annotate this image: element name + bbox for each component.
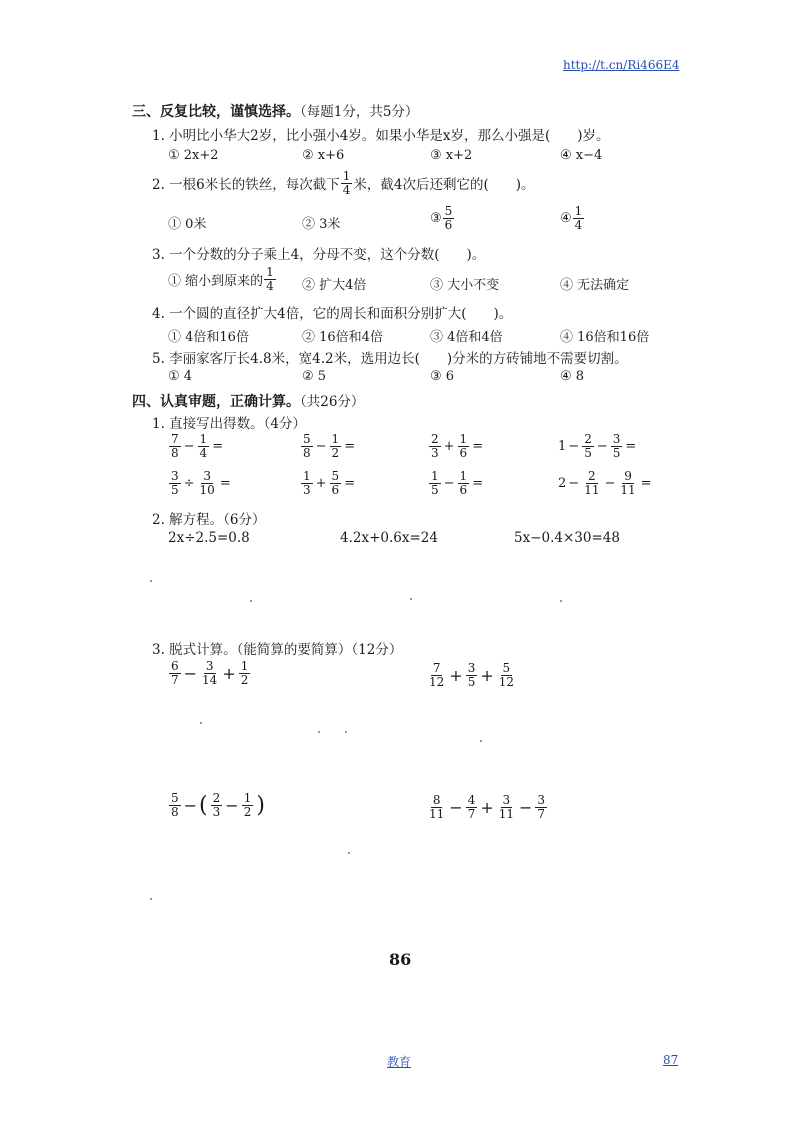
- calc-5-fraction-b: [198, 470, 217, 496]
- q1-option-3[interactable]: ③ x+2: [430, 148, 473, 163]
- q3-option-3[interactable]: ③ 大小不变: [430, 278, 500, 293]
- part1-title: 1. 直接写出得数。（4分）: [152, 416, 307, 432]
- mixed-calc-2-fraction-a: [427, 662, 446, 688]
- calc-8-fraction-b: [618, 470, 637, 496]
- den: 7: [171, 672, 179, 687]
- num: 3: [502, 793, 511, 807]
- calc-2-fraction-a: [301, 433, 313, 459]
- q2-opt4-num: 1: [574, 204, 583, 218]
- calc-2-fraction-b: [330, 433, 342, 459]
- plus-sign: +: [443, 438, 455, 454]
- mixed-calc-1-fraction-b: [200, 660, 219, 686]
- den: 14: [202, 672, 218, 687]
- num: 1: [240, 659, 249, 673]
- den: 2: [243, 804, 252, 819]
- num: 5: [303, 432, 311, 446]
- den: 8: [303, 445, 311, 460]
- q2-fraction: [341, 170, 353, 196]
- q4-option-1[interactable]: ① 4倍和16倍: [168, 330, 249, 345]
- equals-sign: =: [219, 475, 231, 491]
- den: 5: [171, 482, 179, 497]
- minus-sign: −: [568, 475, 580, 491]
- scan-speck: [150, 580, 152, 582]
- q2-frac-den: 4: [342, 182, 351, 197]
- den: 12: [429, 674, 445, 689]
- plus-sign: +: [222, 663, 236, 683]
- minus-sign: −: [225, 795, 239, 815]
- minus-sign: −: [604, 475, 616, 491]
- den: 11: [498, 806, 515, 821]
- num: 2: [431, 432, 439, 446]
- den: 7: [467, 806, 476, 821]
- q2-option-4-marker: ④: [560, 210, 572, 226]
- num: 1: [331, 432, 340, 446]
- mixed-calc-3-fraction-c: [242, 792, 254, 818]
- scan-speck: [250, 600, 252, 602]
- den: 6: [459, 482, 468, 497]
- calc-6-fraction-b: [330, 470, 342, 496]
- den: 2: [331, 445, 340, 460]
- num: 7: [432, 661, 441, 675]
- q2-option-4[interactable]: [560, 205, 585, 231]
- den: 3: [431, 445, 439, 460]
- den: 8: [171, 445, 179, 460]
- mixed-calc-4-fraction-d: [535, 794, 547, 820]
- q3-option-2[interactable]: ② 扩大4倍: [302, 278, 367, 293]
- num: 1: [431, 469, 439, 483]
- num: 5: [331, 469, 340, 483]
- minus-sign: −: [443, 475, 455, 491]
- num: 1: [459, 432, 468, 446]
- calc-6: [300, 470, 355, 496]
- num: 3: [205, 659, 214, 673]
- whole-number: 2: [558, 475, 567, 491]
- mixed-calc-1-fraction-c: [239, 660, 251, 686]
- page-number: 86: [389, 950, 412, 969]
- scan-speck: [345, 731, 347, 733]
- minus-sign: −: [183, 663, 198, 683]
- scan-speck: [200, 722, 202, 724]
- q4-text: 4. 一个圆的直径扩大4倍，它的周长和面积分别扩大( )。: [152, 306, 513, 322]
- calc-4-fraction-b: [611, 433, 623, 459]
- den: 3: [303, 482, 311, 497]
- scan-speck: [318, 731, 320, 733]
- equals-sign: =: [625, 438, 637, 454]
- num: 2: [584, 432, 592, 446]
- calc-2: [300, 433, 355, 459]
- calc-1-fraction-b: [198, 433, 210, 459]
- plus-sign: +: [315, 475, 327, 491]
- q2-option-2[interactable]: ② 3米: [302, 217, 341, 232]
- left-paren: (: [199, 792, 208, 818]
- num: 6: [171, 659, 179, 673]
- q5-text: 5. 李丽家客厅长4.8米，宽4.2米，选用边长( )分米的方砖铺地不需要切割。: [152, 351, 628, 367]
- calc-7: [428, 470, 483, 496]
- den: 12: [498, 674, 515, 689]
- calc-7-fraction-b: [458, 470, 470, 496]
- header-link[interactable]: http://t.cn/Ri466E4: [563, 58, 680, 72]
- section3-heading: [132, 100, 418, 121]
- minus-sign: −: [596, 438, 608, 454]
- num: 3: [612, 432, 621, 446]
- footer-page-link[interactable]: 87: [663, 1053, 679, 1067]
- q5-option-2[interactable]: ② 5: [302, 369, 327, 384]
- equals-sign: =: [640, 475, 652, 491]
- calc-3-fraction-a: [429, 433, 441, 459]
- q3-text: 3. 一个分数的分子乘上4，分母不变，这个分数( )。: [152, 247, 486, 263]
- calc-5: [168, 470, 231, 496]
- q4-option-3[interactable]: ③ 4倍和4倍: [430, 330, 503, 345]
- den: 10: [199, 482, 215, 497]
- num: 8: [432, 793, 441, 807]
- minus-sign: −: [568, 438, 580, 454]
- scan-speck: [410, 598, 412, 600]
- den: 4: [199, 445, 208, 460]
- den: 6: [459, 445, 468, 460]
- equals-sign: =: [472, 438, 484, 454]
- equals-sign: =: [472, 475, 484, 491]
- num: 3: [171, 469, 179, 483]
- minus-sign: −: [183, 438, 195, 454]
- num: 1: [199, 432, 208, 446]
- scan-speck: [560, 600, 562, 602]
- calc-6-fraction-a: [301, 470, 313, 496]
- num: 9: [624, 469, 632, 483]
- q5-option-4[interactable]: ④ 8: [560, 369, 585, 384]
- scan-speck: [480, 740, 482, 742]
- q3-option-4[interactable]: ④ 无法确定: [560, 278, 630, 293]
- den: 3: [212, 804, 221, 819]
- num: 5: [502, 661, 511, 675]
- calc-8-fraction-a: [582, 470, 601, 496]
- section4-title: 四、认真审题，正确计算。: [132, 394, 300, 410]
- den: 2: [240, 672, 249, 687]
- minus-sign: −: [315, 438, 327, 454]
- num: 3: [203, 469, 211, 483]
- minus-sign: −: [519, 797, 533, 817]
- q1-option-1[interactable]: ① 2x+2: [168, 148, 219, 163]
- q3-option-1-text: ① 缩小到原来的: [168, 273, 264, 289]
- section4-heading: [132, 390, 364, 411]
- den: 5: [612, 445, 621, 460]
- section4-note: （共26分）: [300, 394, 365, 410]
- section3-title: 三、反复比较，谨慎选择。: [132, 104, 300, 120]
- mixed-calc-1-fraction-a: [169, 660, 181, 686]
- divide-sign: ÷: [183, 475, 195, 491]
- calc-1: [168, 433, 223, 459]
- plus-sign: +: [449, 665, 463, 685]
- equation-2: 4.2x+0.6x=24: [340, 530, 438, 546]
- num: 1: [459, 469, 468, 483]
- mixed-calc-3-fraction-b: [211, 792, 223, 818]
- equation-3: 5x−0.4×30=48: [514, 530, 620, 546]
- q2-option-3-fraction: [443, 205, 455, 231]
- q4-option-4[interactable]: ④ 16倍和16倍: [560, 330, 650, 345]
- num: 3: [537, 793, 546, 807]
- calc-5-fraction-a: [169, 470, 181, 496]
- q5-option-3[interactable]: ③ 6: [430, 369, 455, 384]
- equals-sign: =: [344, 475, 356, 491]
- q2-text-post: 米，截4次后还剩它的( )。: [353, 177, 535, 194]
- calc-4: [558, 433, 636, 459]
- mixed-calc-4-fraction-c: [497, 794, 516, 820]
- mixed-calc-4-fraction-a: [427, 794, 446, 820]
- calc-8: [558, 470, 652, 496]
- q1-text: 1. 小明比小华大2岁，比小强小4岁。如果小华是x岁，那么小强是( )岁。: [152, 128, 610, 144]
- calc-4-fraction-a: [582, 433, 594, 459]
- q2-opt4-den: 4: [574, 217, 583, 232]
- den: 8: [171, 804, 179, 819]
- q5-option-1[interactable]: ① 4: [168, 369, 193, 384]
- den: 5: [431, 482, 439, 497]
- den: 11: [429, 806, 445, 821]
- scan-speck: [150, 898, 152, 900]
- minus-sign: −: [449, 797, 463, 817]
- q2-option-3-marker: ③: [430, 210, 442, 226]
- q2-option-1[interactable]: ① 0米: [168, 217, 207, 232]
- q4-option-2[interactable]: ② 16倍和4倍: [302, 330, 383, 345]
- q3-opt1-den: 4: [266, 278, 274, 293]
- den: 7: [537, 806, 546, 821]
- whole-number: 1: [558, 438, 567, 454]
- den: 6: [331, 482, 340, 497]
- q3-opt1-num: 1: [266, 265, 274, 279]
- mixed-calc-4-fraction-b: [466, 794, 478, 820]
- den: 11: [620, 482, 636, 497]
- calc-7-fraction-a: [429, 470, 441, 496]
- num: 1: [243, 791, 252, 805]
- num: 5: [171, 791, 179, 805]
- footer-link[interactable]: 教育: [387, 1055, 412, 1069]
- q3-option-1-fraction: [264, 266, 276, 292]
- num: 2: [588, 469, 596, 483]
- q2-text-pre: 2. 一根6米长的铁丝，每次截下: [152, 177, 340, 194]
- equals-sign: =: [212, 438, 224, 454]
- scan-speck: [348, 852, 350, 854]
- num: 3: [467, 661, 476, 675]
- equals-sign: =: [344, 438, 356, 454]
- mixed-calc-2: [426, 662, 517, 688]
- q1-option-4[interactable]: ④ x−4: [560, 148, 603, 163]
- den: 5: [584, 445, 592, 460]
- q2-opt3-num: 5: [444, 204, 453, 218]
- mixed-calc-2-fraction-b: [466, 662, 478, 688]
- num: 7: [171, 432, 179, 446]
- num: 4: [467, 793, 476, 807]
- calc-3: [428, 433, 483, 459]
- section3-note: （每题1分，共5分）: [300, 104, 419, 120]
- q2-frac-num: 1: [342, 169, 351, 183]
- q2-option-3[interactable]: [430, 205, 455, 231]
- den: 5: [467, 674, 476, 689]
- num: 2: [212, 791, 221, 805]
- plus-sign: +: [480, 797, 494, 817]
- mixed-calc-4: [426, 794, 548, 820]
- mixed-calc-3-fraction-a: [169, 792, 181, 818]
- equation-1: 2x÷2.5=0.8: [168, 530, 250, 546]
- q3-option-1[interactable]: [168, 266, 277, 292]
- q2-option-4-fraction: [573, 205, 585, 231]
- q2-stem: [152, 170, 535, 196]
- mixed-calc-1: [168, 660, 251, 686]
- q1-option-2[interactable]: ② x+6: [302, 148, 345, 163]
- mixed-calc-2-fraction-c: [497, 662, 516, 688]
- minus-sign: −: [183, 795, 198, 815]
- num: 1: [303, 469, 311, 483]
- mixed-calc-3: [168, 792, 265, 818]
- part2-title: 2. 解方程。（6分）: [152, 512, 266, 528]
- right-paren: ): [256, 792, 265, 818]
- calc-1-fraction-a: [169, 433, 181, 459]
- calc-3-fraction-b: [458, 433, 470, 459]
- den: 11: [584, 482, 600, 497]
- q2-opt3-den: 6: [444, 217, 453, 232]
- part3-title: 3. 脱式计算。（能简算的要简算）（12分）: [152, 642, 403, 658]
- plus-sign: +: [480, 665, 494, 685]
